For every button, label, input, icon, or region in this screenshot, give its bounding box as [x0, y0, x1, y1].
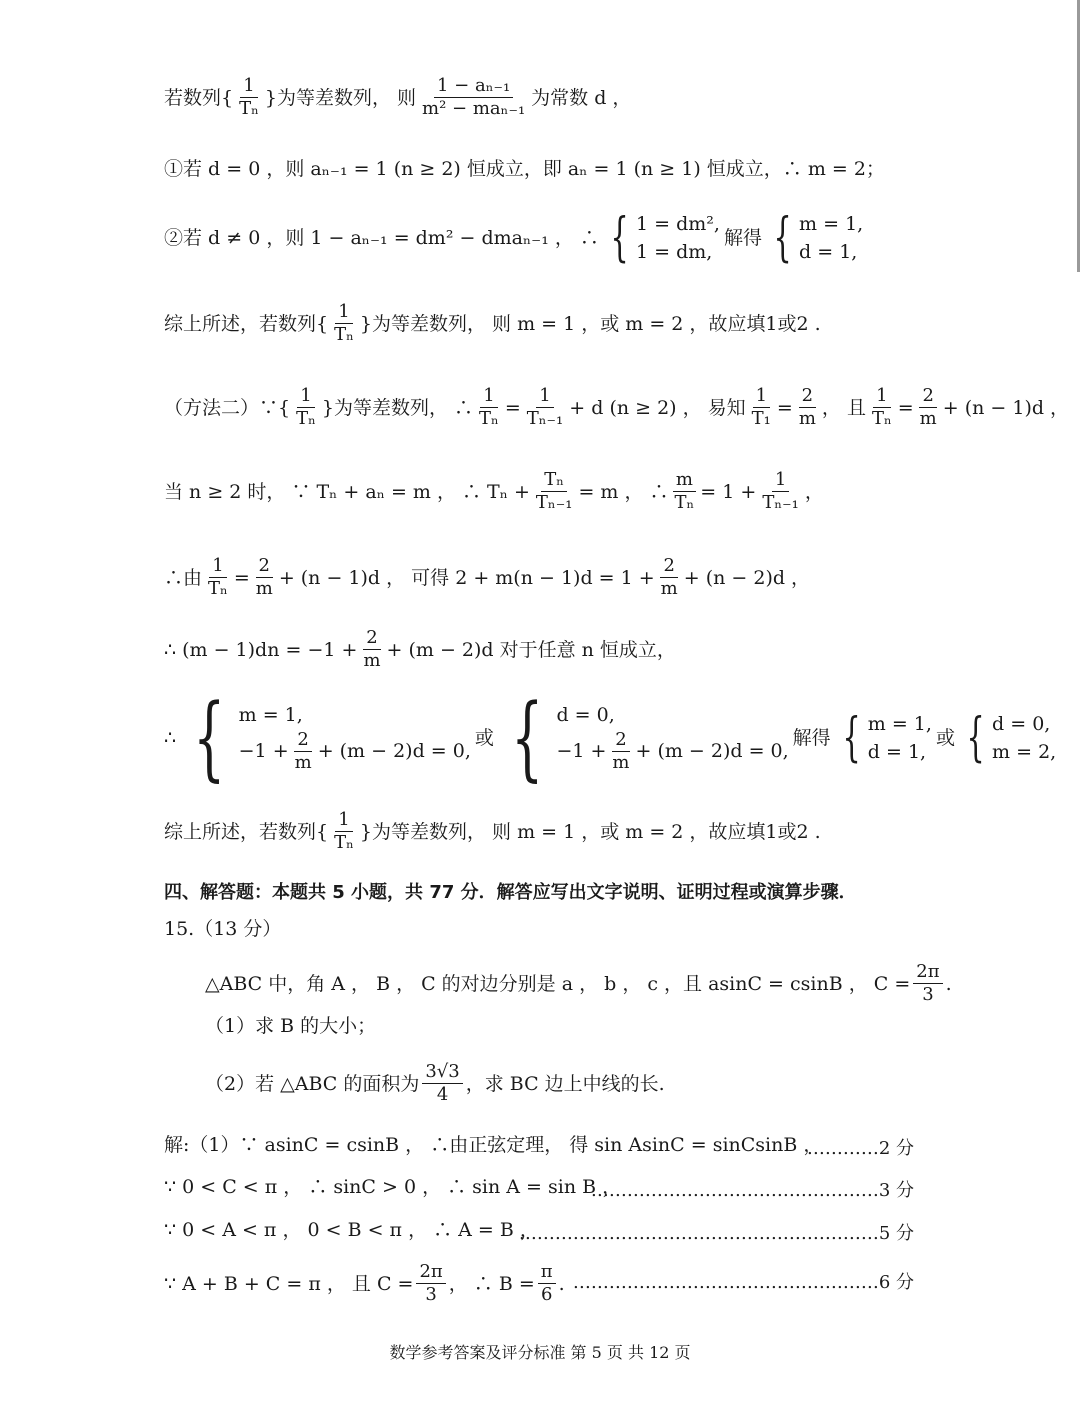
- fraction: $\frac{1}{\text{Tₙ}}$: [479, 385, 499, 429]
- text: 为等差数列， 则: [277, 86, 417, 109]
- equation-system: { m = 1, d = 1,: [842, 708, 932, 768]
- line-6: 当 n ≥ 2 时， ∵ Tₙ + aₙ = m ， ∴ Tₙ + $\frac{\text{Tₙ}}{\text{Tₙ₋₁}}$ = m ， ∴ $\frac{m}{\text{Tₙ}}$ = 1 + $\frac{1}{\text{Tₙ₋₁}}$ ，: [164, 469, 824, 513]
- question-number: 15.（13 分）: [164, 918, 282, 940]
- equation-system: { 1 = dm², 1 = dm,: [610, 208, 720, 268]
- line-7: ∴由 $\frac{1}{\text{Tₙ}}$ = $\frac{2}{m}$ + (n − 1)d ， 可得 2 + m(n − 1)d = 1 + $\frac{2}{m}$ + (n − 2)d ，: [164, 555, 811, 599]
- equation-system: { m = 1, −1 + $\frac{2}{m}$ + (m − 2)d = 0,: [193, 684, 471, 791]
- solution-line-2: ∵ 0 < C < π ， ∴ sinC > 0 ， ∴ sin A = sin B ，: [164, 1176, 622, 1198]
- fraction: $\frac{2}{m}$: [798, 385, 816, 429]
- fraction: $\frac{2}{m}$: [255, 555, 273, 599]
- fraction: $\frac{1}{\text{Tₙ}}$: [296, 385, 316, 429]
- fraction: $\frac{2\pi}{3}$: [416, 1262, 445, 1305]
- fraction: $\frac{m}{\text{Tₙ}}$: [674, 469, 695, 513]
- line-4: 综上所述，若数列 { $\frac{1}{\text{Tₙ}}$ } 为等差数列， 则 m = 1 ，或 m = 2 ，故应填1或2 .: [164, 301, 821, 345]
- score-mark: ……………………………………………6 分: [572, 1272, 914, 1293]
- text: 为常数 d ，: [531, 86, 632, 109]
- text: 为等差数列， 则 m = 1 ，或 m = 2 ，故应填1或2 .: [372, 312, 821, 335]
- fraction: $\frac{\text{Tₙ}}{\text{Tₙ₋₁}}$: [535, 469, 573, 513]
- fraction: $\frac{\text{1 − aₙ₋₁}}{\text{m² − maₙ₋₁}}$: [422, 75, 526, 119]
- text: 综上所述，若数列: [164, 312, 317, 335]
- fraction: $\frac{1}{\text{Tₙ}}$: [334, 301, 354, 345]
- line-8: ∴ (m − 1)dn = −1 + $\frac{2}{m}$ + (m − 2)d 对于任意 n 恒成立，: [164, 627, 676, 671]
- question-part-2: （2）若 △ABC 的面积为 $\frac{3√3}{4}$ ，求 BC 边上中线的长.: [205, 1061, 665, 1105]
- text: 若数列: [164, 86, 222, 109]
- fraction: $\frac{1}{\text{T₁}}$: [751, 385, 771, 429]
- line-1: [164, 76, 631, 119]
- solution-line-4: ∵ A + B + C = π ， 且 C = $\frac{2\pi}{3}$ ， ∴ B = $\frac{\pi}{6}$ .: [164, 1261, 565, 1305]
- fraction: $\frac{2}{m}$: [660, 555, 678, 599]
- fraction: $\frac{1}{\text{Tₙ}}$: [334, 809, 354, 853]
- fraction: $\frac{2}{m}$: [919, 385, 937, 429]
- brace: }: [264, 86, 277, 109]
- question-part-1: （1）求 B 的大小；: [205, 1015, 377, 1037]
- page-footer: 数学参考答案及评分标准 第 5 页 共 12 页: [389, 1343, 691, 1362]
- equation-system: { d = 0, −1 + $\frac{2}{m}$ + (m − 2)d = 0,: [511, 684, 789, 791]
- text: ①若 d = 0 ，则 aₙ₋₁ = 1 (n ≥ 2) 恒成立，即 aₙ = 1 (n ≥ 1) 恒成立，∴ m = 2；: [164, 158, 885, 180]
- question-stem: △ABC 中，角 A ， B ， C 的对边分别是 a ， b ， c ，且 asinC = csinB ， C = $\frac{2\pi}{3}$ .: [205, 961, 952, 1005]
- score-mark: …………………………………………3 分: [590, 1180, 914, 1201]
- score-mark: …………2 分: [806, 1138, 914, 1159]
- line-3: [164, 208, 867, 268]
- fraction: $\frac{1}{\text{Tₙ}}$: [871, 385, 892, 429]
- equation-system: { d = 0, m = 2,: [966, 708, 1057, 768]
- fraction: $\frac{1}{\text{Tₙ₋₁}}$: [762, 469, 799, 513]
- line-2: [164, 158, 885, 180]
- score-mark: ……………………………………………………5 分: [518, 1223, 914, 1244]
- solution-line-3: ∵ 0 < A < π ， 0 < B < π ， ∴ A = B ，: [164, 1219, 539, 1241]
- equation-system: { m = 1, d = 1,: [773, 208, 864, 268]
- line-5: （方法二）∵ { $\frac{1}{\text{Tₙ}}$ } 为等差数列， ∴ $\frac{1}{\text{Tₙ}}$ = $\frac{1}{\text{Tₙ₋₁}}$ + d (n ≥ 2) ， 易知 $\frac{1}{\text{T₁}}$ = $\frac{2}{m}$ ， 且 $\frac{1}{\text{Tₙ}}$ = $\frac{2}{m}$ + (n − 1)d ，: [164, 385, 1070, 429]
- section-heading: 四、解答题：本题共 5 小题，共 77 分．解答应写出文字说明、证明过程或演算步骤．: [164, 882, 857, 903]
- solution-line-1: 解:（1）∵ asinC = csinB ， ∴由正弦定理， 得 sin AsinC = sinCsinB ，: [164, 1134, 823, 1156]
- fraction: $\frac{1}{\text{Tₙ}}$: [208, 555, 228, 599]
- line-10: 综上所述，若数列 { $\frac{1}{\text{Tₙ}}$ } 为等差数列， 则 m = 1 ，或 m = 2 ，故应填1或2 .: [164, 809, 821, 853]
- line-9: ∴ { m = 1, −1 + $\frac{2}{m}$ + (m − 2)d = 0, 或 { d = 0, −1 + $\frac{2}{m}$ + (m − 2)d = 0, 解得 { m = 1, d = 1, 或 { d = 0, m = 2,: [164, 684, 1057, 791]
- fraction: $\frac{1}{\text{Tₙ}}$: [239, 75, 259, 119]
- fraction: $\frac{2}{m}$: [363, 627, 381, 671]
- fraction: $\frac{3√3}{4}$: [422, 1062, 462, 1105]
- brace: {: [221, 86, 234, 109]
- fraction: $\frac{2\pi}{3}$: [913, 962, 942, 1005]
- fraction: $\frac{\pi}{6}$: [538, 1262, 556, 1305]
- text: 解得: [723, 227, 762, 249]
- text: ②若 d ≠ 0 ，则 1 − aₙ₋₁ = dm² − dmaₙ₋₁ ， ∴: [164, 227, 599, 249]
- fraction: $\frac{1}{\text{Tₙ₋₁}}$: [526, 385, 564, 429]
